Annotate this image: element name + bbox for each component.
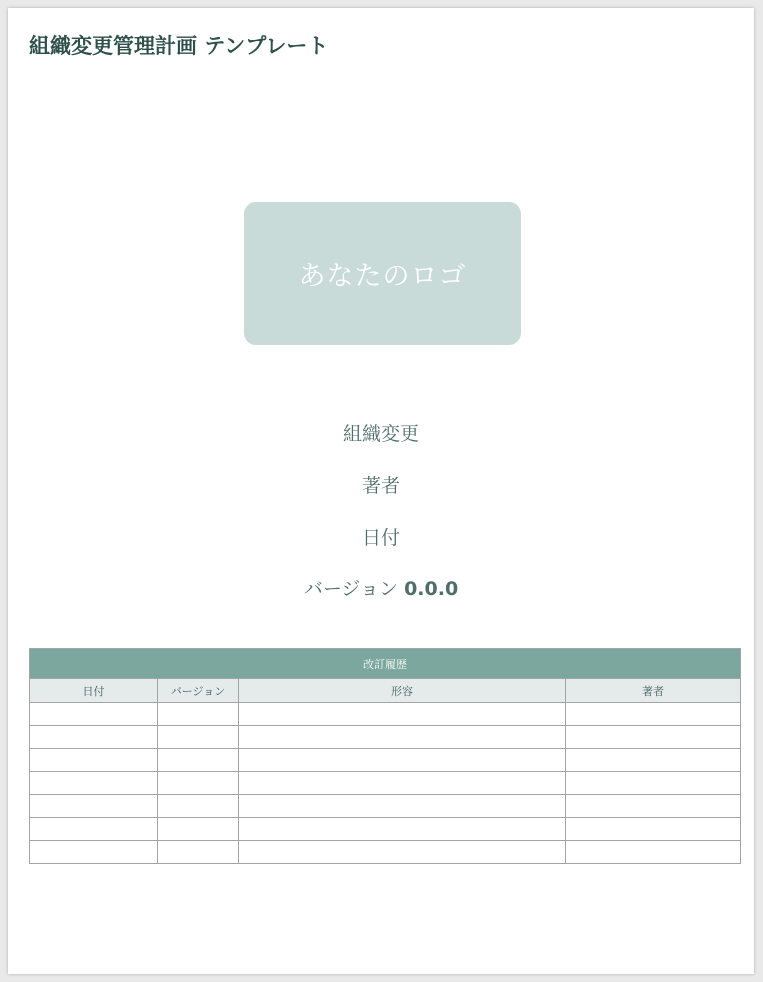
table-cell[interactable] — [239, 818, 566, 841]
table-row — [30, 703, 741, 726]
table-cell[interactable] — [239, 703, 566, 726]
table-cell[interactable] — [158, 772, 239, 795]
table-cell[interactable] — [158, 726, 239, 749]
table-row — [30, 841, 741, 864]
table-cell[interactable] — [566, 818, 741, 841]
table-cell[interactable] — [158, 795, 239, 818]
column-header-date: 日付 — [30, 679, 158, 703]
document-date: 日付 — [361, 527, 400, 549]
logo-placeholder-text: あなたのロゴ — [298, 261, 467, 292]
table-cell[interactable] — [30, 795, 158, 818]
table-row — [30, 726, 741, 749]
table-cell[interactable] — [566, 841, 741, 864]
table-cell[interactable] — [158, 703, 239, 726]
table-cell[interactable] — [30, 818, 158, 841]
table-cell[interactable] — [239, 772, 566, 795]
table-cell[interactable] — [239, 795, 566, 818]
column-header-description: 形容 — [239, 679, 566, 703]
logo-placeholder — [244, 202, 521, 345]
version-number: 0.0.0 — [404, 578, 459, 600]
document-author: 著者 — [361, 475, 400, 497]
table-cell[interactable] — [30, 749, 158, 772]
table-row — [30, 818, 741, 841]
table-cell[interactable] — [30, 726, 158, 749]
revision-history-table — [29, 648, 741, 864]
table-cell[interactable] — [566, 726, 741, 749]
table-cell[interactable] — [158, 841, 239, 864]
table-cell[interactable] — [566, 749, 741, 772]
document-version — [8, 574, 754, 601]
table-cell[interactable] — [30, 703, 158, 726]
table-cell[interactable] — [239, 841, 566, 864]
table-row — [30, 795, 741, 818]
document-title: 組織変更管理計画 テンプレート — [29, 33, 329, 58]
table-cell[interactable] — [239, 749, 566, 772]
table-row — [30, 749, 741, 772]
version-label: バージョン — [303, 578, 399, 600]
document-page — [8, 8, 754, 974]
table-cell[interactable] — [566, 703, 741, 726]
table-cell[interactable] — [239, 726, 566, 749]
table-cell[interactable] — [158, 749, 239, 772]
column-header-version: バージョン — [158, 679, 239, 703]
table-cell[interactable] — [30, 772, 158, 795]
revision-history-caption: 改訂履歴 — [30, 649, 741, 679]
table-cell[interactable] — [566, 795, 741, 818]
table-cell[interactable] — [566, 772, 741, 795]
table-cell[interactable] — [158, 818, 239, 841]
column-header-author: 著者 — [566, 679, 741, 703]
document-subject: 組織変更 — [342, 423, 419, 445]
table-cell[interactable] — [30, 841, 158, 864]
table-row — [30, 772, 741, 795]
